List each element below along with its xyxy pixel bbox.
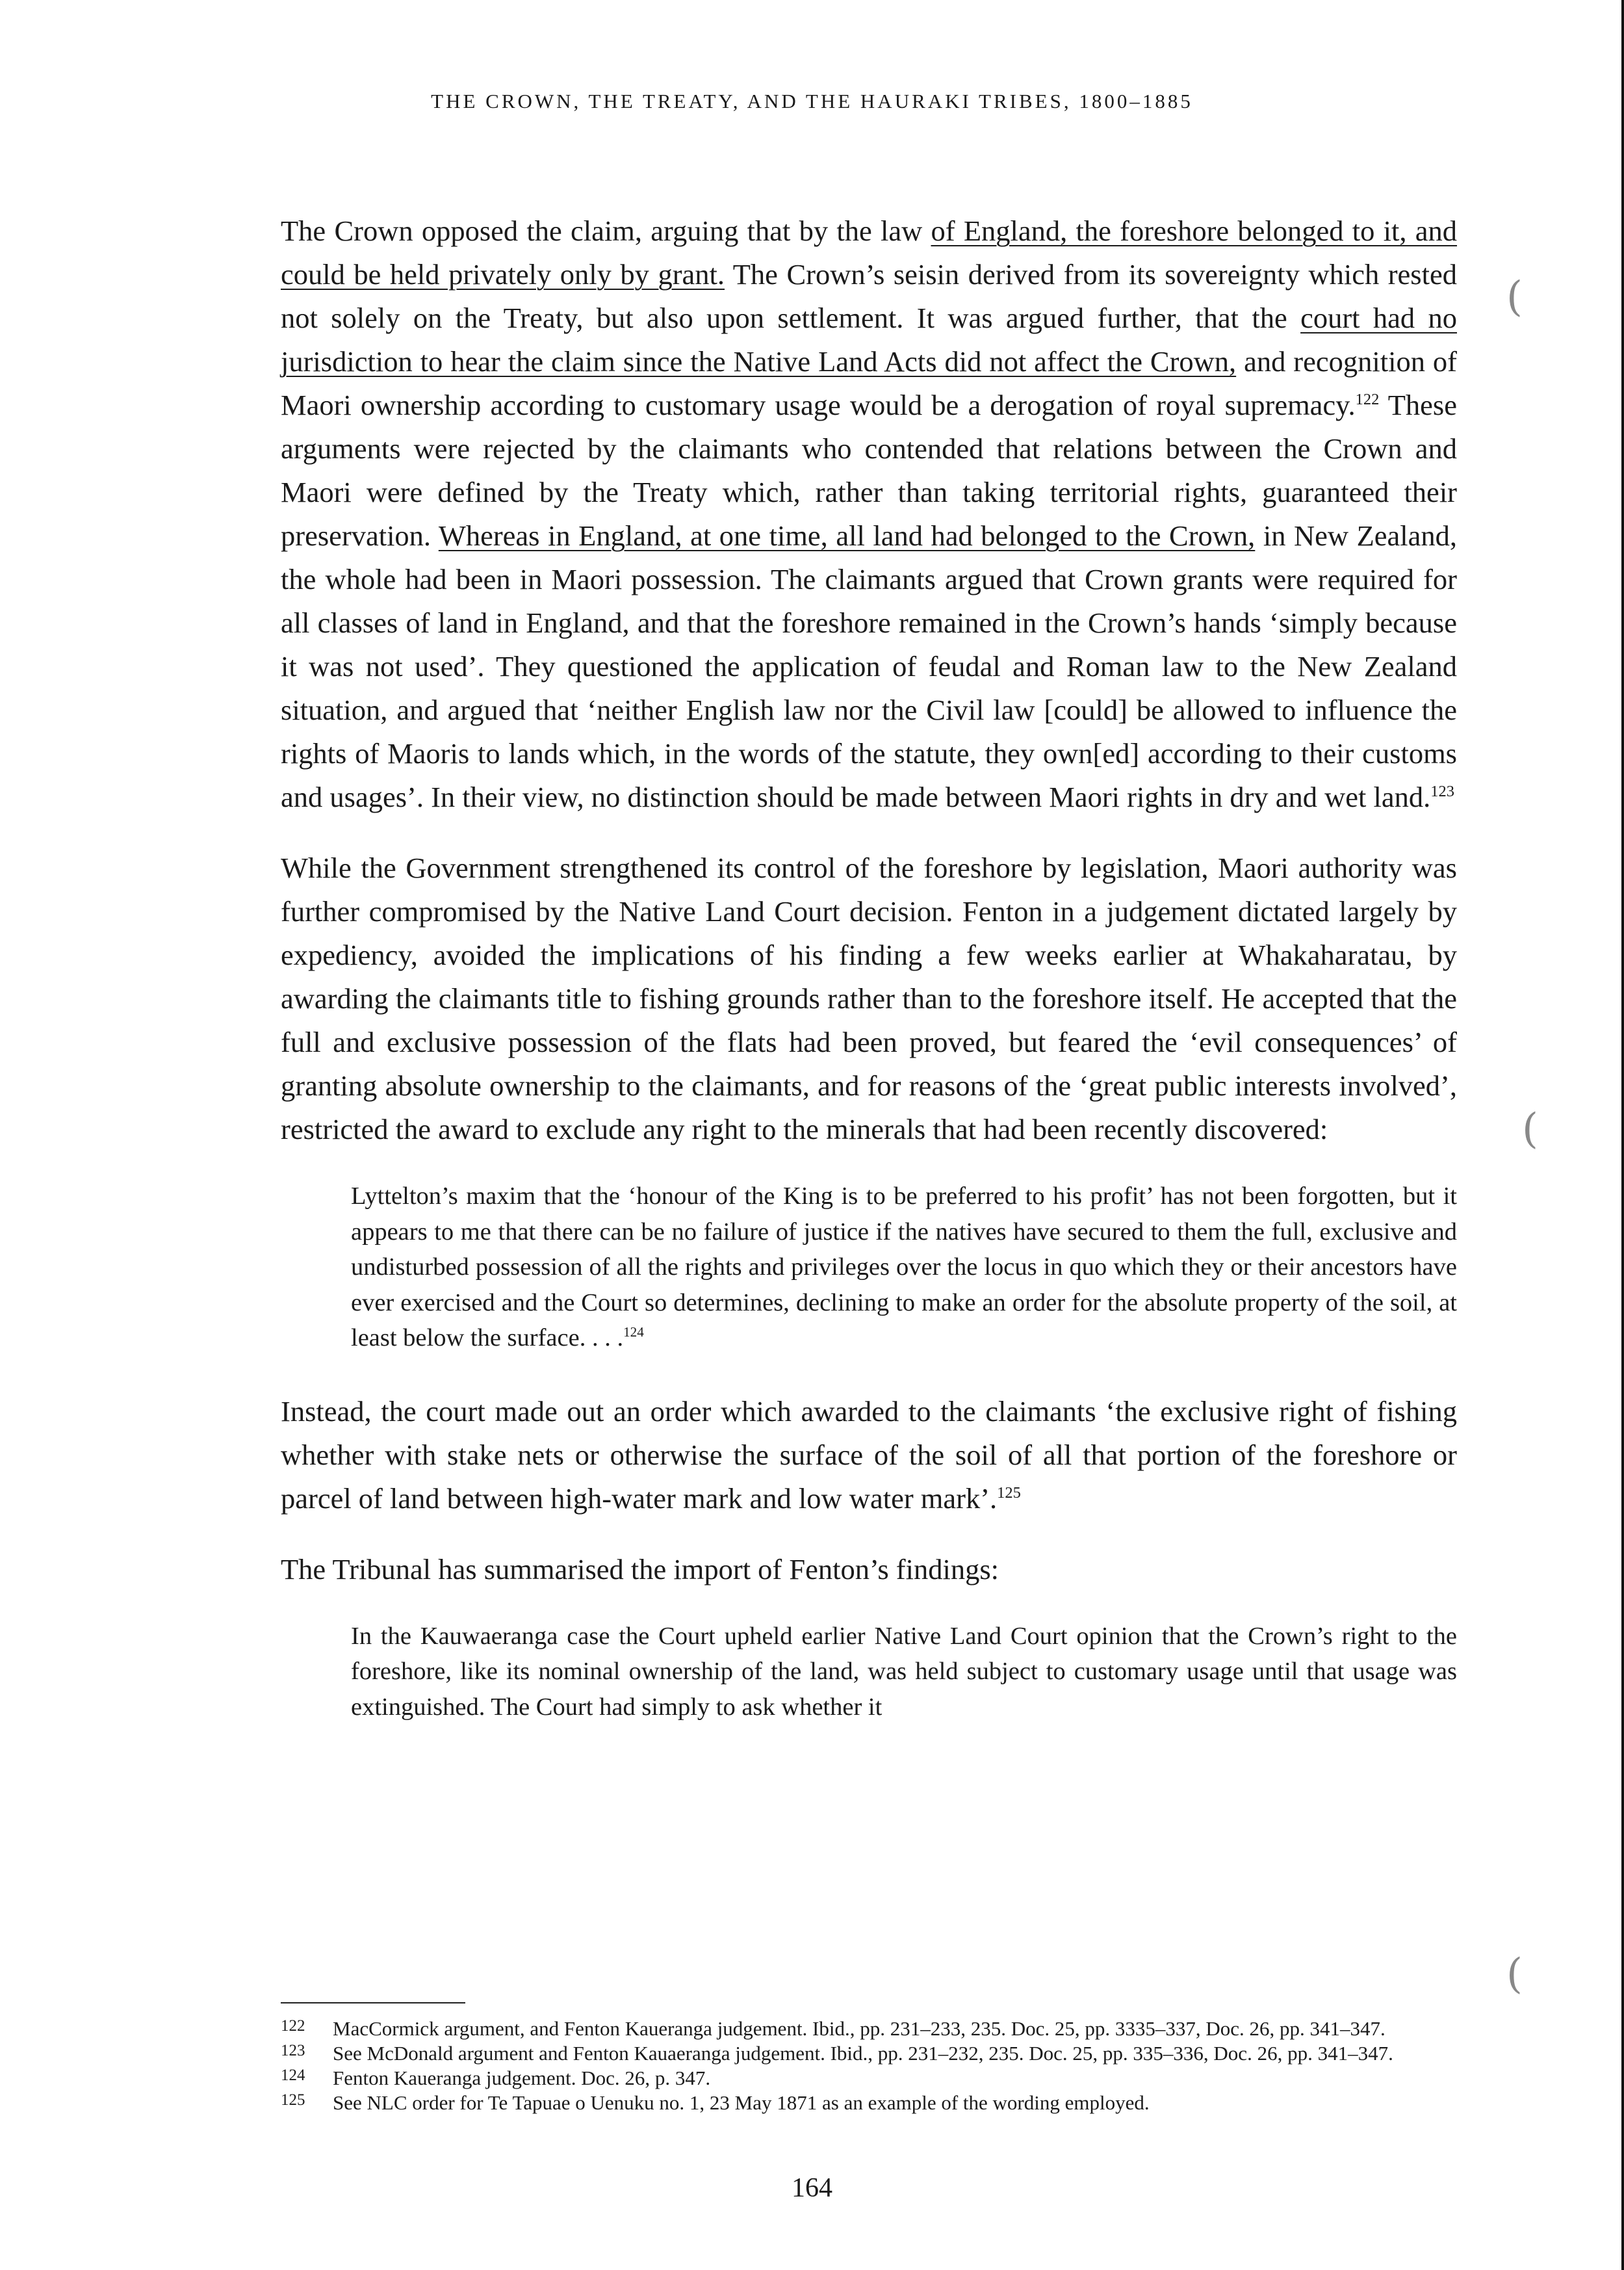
paragraph-4 [281,1548,1457,1591]
text-span: Instead, the court made out an order which awarded to the claimants ‘the exclusive right of fishing whether with stake nets or otherwise the surface of the soil of all that portion of the foreshore or parcel of land between high-water mark and low water mark’. [281,1394,1457,1515]
underlined-passage: of England, the foreshore belonged to it, and could be held privately only by grant. [281,215,1457,291]
footnote-number: 122 [281,2017,305,2035]
footnote-122 [281,2016,1457,2041]
text-span: in New Zealand, the whole had been in Maori possession. The claimants argued that Crown grants were required for all classes of land in England, and that the foreshore remained in the Crown’s hands ‘simply because it was not used’. They questioned the application of feudal and Roman law to the New Zealand situation, and argued that ‘neither English law nor the Civil law [could] be allowed to influence the rights of Maoris to lands which, in the words of the statute, they own[ed] according to their customs and usages’. In their view, no distinction should be made between Maori rights in dry and wet land. [281,519,1458,813]
margin-bracket-mark: ( [1522,1105,1538,1153]
footnote-number: 124 [281,2067,305,2084]
footnote-ref: 124 [623,1324,644,1340]
page-number: 164 [792,2173,832,2203]
footnote-ref: 125 [997,1483,1021,1502]
main-text [281,209,1457,1758]
footnote-rule [281,2002,465,2003]
text-span: While the Government strengthened its control of the foreshore by legislation, Maori authority was further compromised by the Native Land Court decision. Fenton in a judgement dictated largely by expediency, avoided the implications of his finding a few weeks earlier at Whakaharatau, by awarding the claimants title to fishing grounds rather than to the foreshore itself. He accepted that the full and exclusive possession of the flats had been proved, but feared the ‘evil consequences’ of granting absolute ownership to the claimants, and for reasons of the ‘great public interests involved’, restricted the award to exclude any right to the minerals that had been recently discovered: [281,852,1457,1145]
footnote-text: See McDonald argument and Fenton Kauaeranga judgement. Ibid., pp. 231–232, 235. Doc. 25, pp. 335–336, Doc. 26, pp. 341–347. [333,2042,1393,2065]
margin-bracket-mark: ( [1506,273,1523,321]
page-edge [1621,0,1624,2270]
text-span: The Crown’s seisin derived from its sovereignty which rested not solely on the Treaty, but also upon settlement. It was argued further, that the [281,258,1457,334]
footnote-text: See NLC order for Te Tapuae o Uenuku no. 1, 23 May 1871 as an example of the wording employed. [333,2091,1150,2114]
footnote-number: 125 [281,2091,305,2109]
footnote-ref: 122 [1355,391,1380,409]
running-head: THE CROWN, THE TREATY, AND THE HAURAKI TRIBES, 1800–1885 [431,90,1193,112]
footnote-text: Fenton Kaueranga judgement. Doc. 26, p. 347. [333,2067,711,2089]
footnote-123 [281,2041,1457,2066]
footnote-ref: 123 [1430,783,1454,801]
underlined-passage: Whereas in England, at one time, all land had belonged to the Crown, [438,519,1256,552]
text-span: The Tribunal has summarised the import of Fenton’s findings: [281,1552,999,1585]
text-span: Lyttelton’s maxim that the ‘honour of the King is to be preferred to his profit’ has not been forgotten, but it appears to me that there can be no failure of justice if the natives have secured to them the full, exclusive and undisturbed possession of all the rights and privileges over the locus in quo which they or their ancestors have ever exercised and the Court so determines, declining to make an order for the absolute property of the soil, at least below the surface. . . . [351,1182,1457,1351]
text-span: and recognition of Maori ownership according to customary usage would be a derogation of royal supremacy. [281,345,1457,421]
footnote-125 [281,2091,1457,2115]
paragraph-2 [281,846,1457,1151]
footnote-text: MacCormick argument, and Fenton Kaueranga judgement. Ibid., pp. 231–233, 235. Doc. 25, pp. 3335–337, Doc. 26, pp. 341–347. [333,2017,1386,2040]
text-span: The Crown opposed the claim, arguing that by the law [281,215,931,247]
block-quote-1 [351,1179,1457,1356]
footnotes [281,2016,1457,2115]
paragraph-1 [281,209,1457,819]
paragraph-3 [281,1390,1457,1520]
margin-bracket-mark: ( [1506,1950,1523,1998]
underlined-passage: court had no jurisdiction to hear the claim since the Native Land Acts did not affect the Crown, [281,302,1457,378]
text-span: These arguments were rejected by the claimants who contended that relations between the Crown and Maori were defined by the Treaty which, rather than taking territorial rights, guaranteed their preservation. [281,389,1457,552]
text-span: In the Kauwaeranga case the Court upheld earlier Native Land Court opinion that the Crown’s right to the foreshore, like its nominal ownership of the land, was held subject to customary usage until that usage was extinguished. The Court had simply to ask whether it [351,1622,1457,1721]
footnote-124 [281,2066,1457,2091]
footnote-number: 123 [281,2042,305,2059]
block-quote-2 [351,1619,1457,1725]
